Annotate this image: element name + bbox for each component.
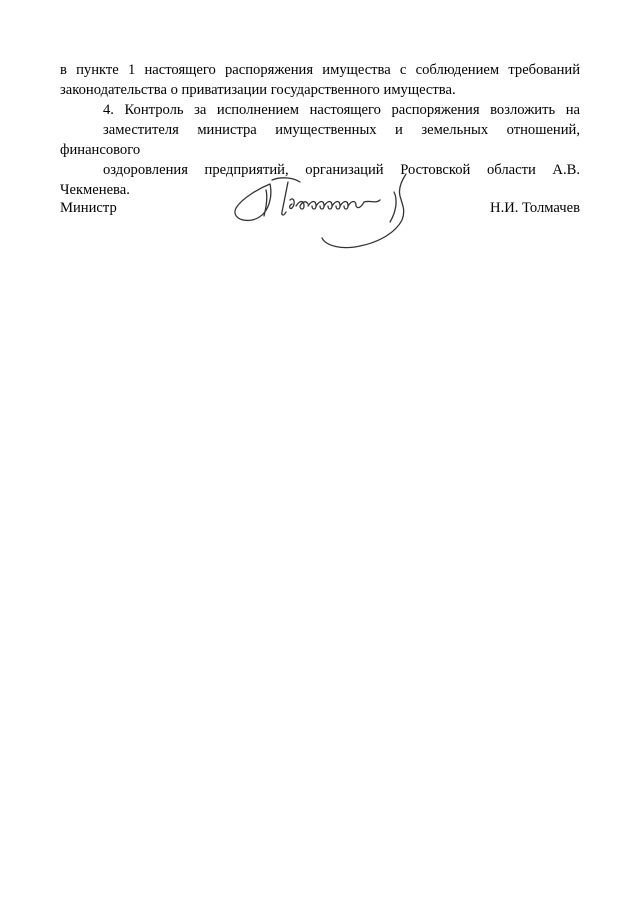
text-line: заместителя министра имущественных и земельных отношений, финансового (60, 122, 580, 158)
signatory-title: Министр (60, 200, 117, 216)
text-line: законодательства о приватизации государственного имущества. (60, 82, 456, 98)
text-line: в пункте 1 настоящего распоряжения имущества с соблюдением требований (60, 62, 580, 78)
text-line: 4. Контроль за исполнением настоящего распоряжения возложить на (103, 102, 580, 118)
paragraph-continuation (60, 60, 580, 100)
text-line: оздоровления предприятий, организаций Ростовской области А.В. Чекменева. (60, 162, 580, 198)
handwritten-signature (230, 170, 425, 250)
signatory-name: Н.И. Толмачев (490, 200, 580, 216)
